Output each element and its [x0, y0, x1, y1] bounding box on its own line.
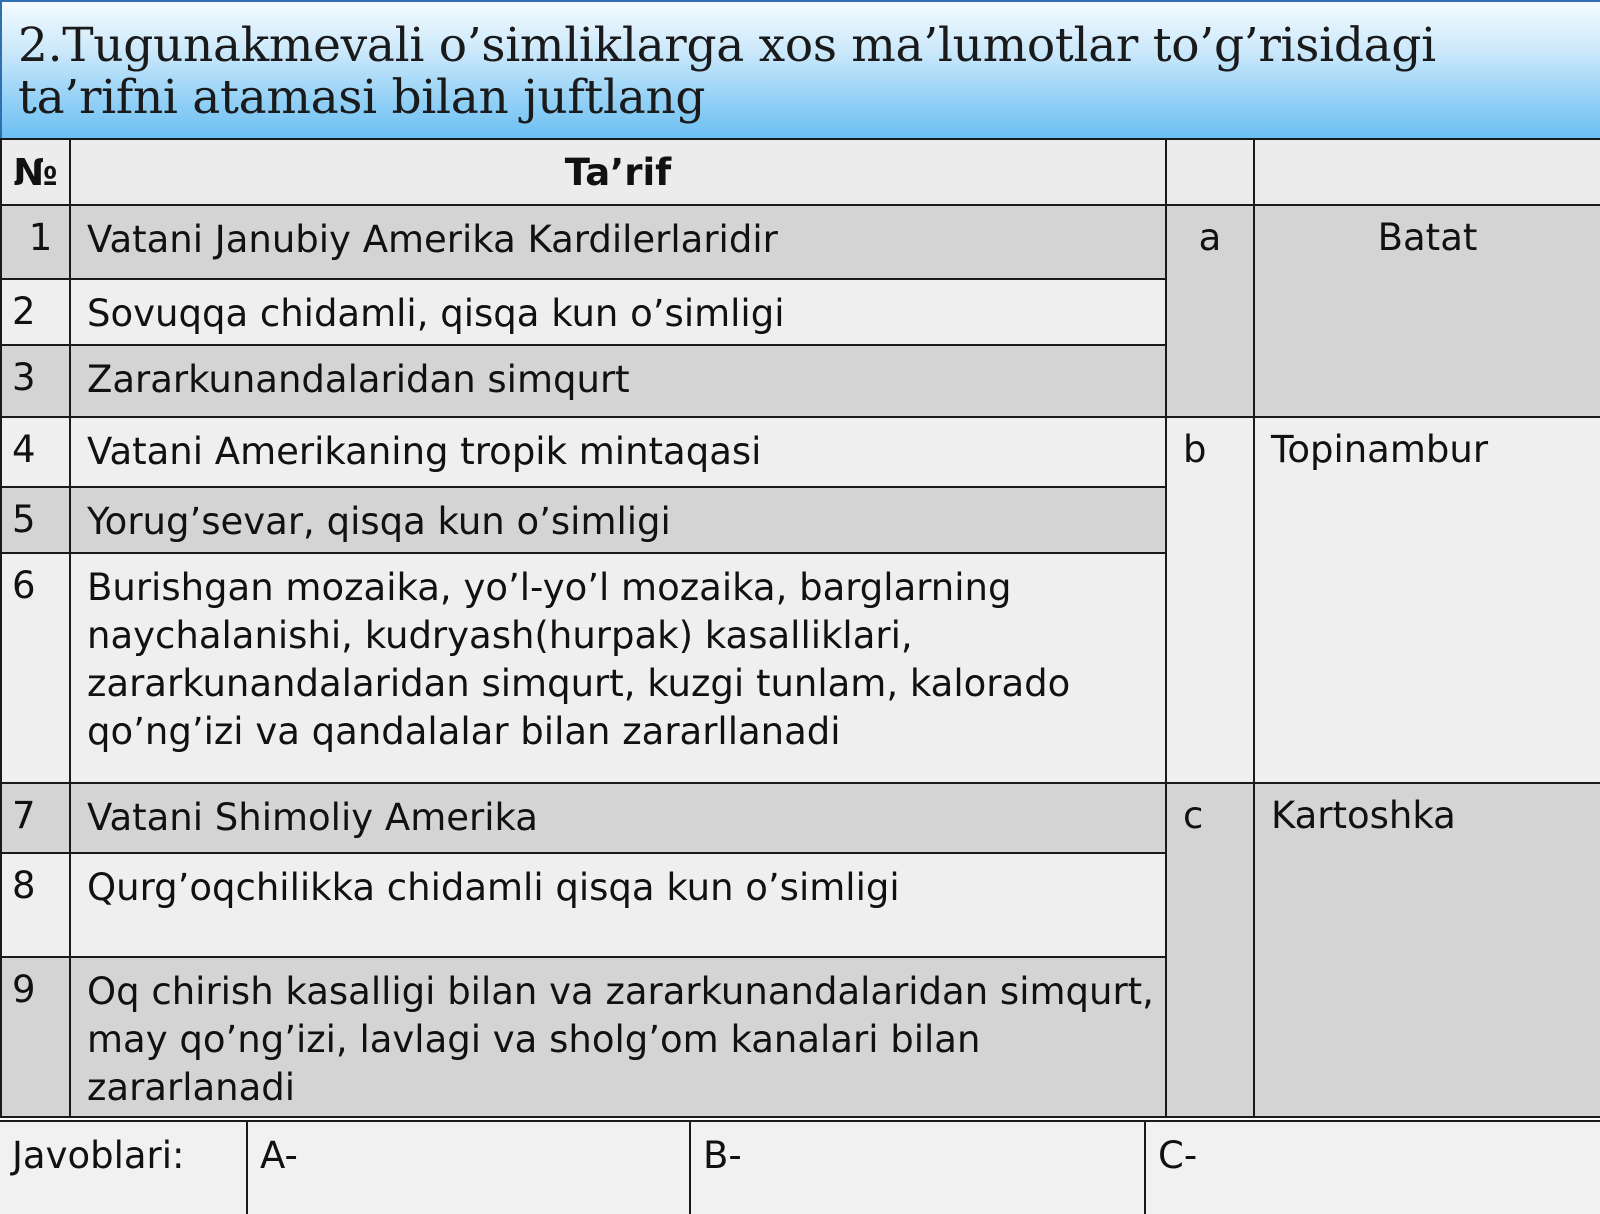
answer-a-field[interactable]: A-: [247, 1121, 690, 1214]
matching-table: [0, 138, 1600, 1118]
slide-title: 2.Tugunakmevali o’simliklarga xos ma’lumotlar to’g’risidagi ta’rifni atamasi bilan juftlang: [18, 18, 1436, 125]
table-header-row: [1, 139, 1600, 205]
row-number: 3: [1, 345, 70, 417]
option-letter: b: [1166, 417, 1254, 783]
title-bar: [0, 0, 1600, 138]
row-definition: Qurg’oqchilikka chidamli qisqa kun o’simligi: [70, 853, 1166, 957]
option-term: Batat: [1254, 205, 1600, 417]
row-number: 9: [1, 957, 70, 1117]
table-row: [1, 205, 1600, 279]
row-number: 7: [1, 783, 70, 853]
option-letter: c: [1166, 783, 1254, 1117]
header-num: №: [1, 139, 70, 205]
row-definition: Yorug’sevar, qisqa kun o’simligi: [70, 487, 1166, 553]
row-definition: Vatani Amerikaning tropik mintaqasi: [70, 417, 1166, 487]
row-definition: Vatani Janubiy Amerika Kardilerlaridir: [70, 205, 1166, 279]
header-term: [1254, 139, 1600, 205]
option-term: Topinambur: [1254, 417, 1600, 783]
row-number: 4: [1, 417, 70, 487]
row-definition: Oq chirish kasalligi bilan va zararkunandalaridan simqurt, may qo’ng’izi, lavlagi va sholg’om kanalari bilan zararlanadi: [70, 957, 1166, 1117]
answers-label: Javoblari:: [0, 1121, 247, 1214]
answer-c-field[interactable]: C-: [1145, 1121, 1600, 1214]
table-row: [1, 783, 1600, 853]
row-number: 6: [1, 553, 70, 783]
option-letter: a: [1166, 205, 1254, 417]
row-number: 1: [1, 205, 70, 279]
header-definition: Ta’rif: [70, 139, 1166, 205]
row-definition: Zararkunandalaridan simqurt: [70, 345, 1166, 417]
option-term: Kartoshka: [1254, 783, 1600, 1117]
table-row: [1, 417, 1600, 487]
header-letter: [1166, 139, 1254, 205]
row-definition: Burishgan mozaika, yo’l-yo’l mozaika, barglarning naychalanishi, kudryash(hurpak) kasalliklari, zararkunandalaridan simqurt, kuzgi tunlam, kalorado qo’ng’izi va qandalalar bilan zararllanadi: [70, 553, 1166, 783]
answer-b-field[interactable]: B-: [690, 1121, 1145, 1214]
row-number: 5: [1, 487, 70, 553]
row-number: 8: [1, 853, 70, 957]
row-definition: Vatani Shimoliy Amerika: [70, 783, 1166, 853]
row-number: 2: [1, 279, 70, 345]
row-definition: Sovuqqa chidamli, qisqa kun o’simligi: [70, 279, 1166, 345]
